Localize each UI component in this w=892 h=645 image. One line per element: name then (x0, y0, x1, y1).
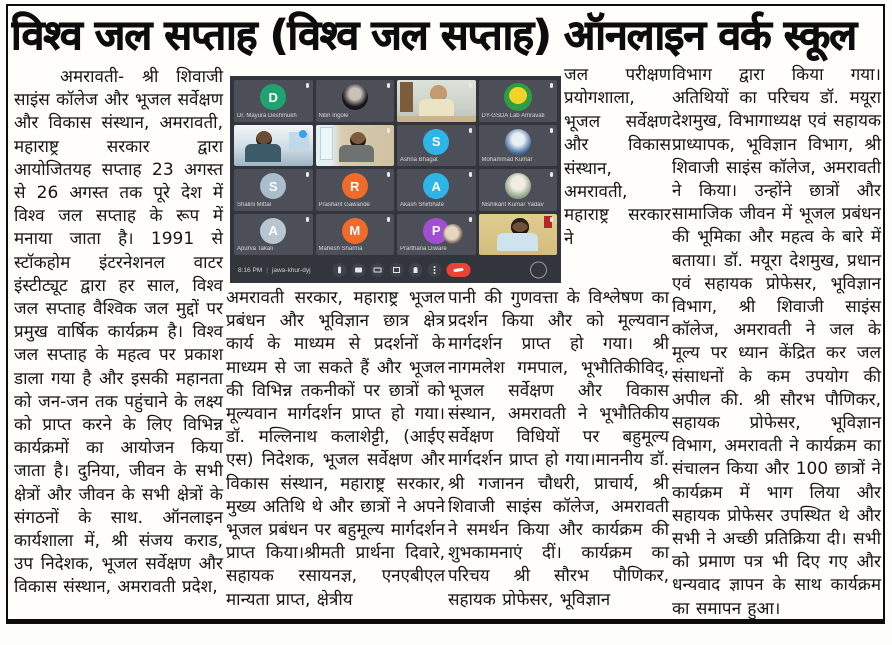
participant-name: Prashant Gawande (318, 201, 370, 208)
article-border-box (6, 4, 885, 624)
organization-logo (504, 83, 532, 111)
participant-tile (479, 169, 558, 211)
mic-status-icon (468, 217, 473, 224)
participant-name: Akash Shirbhate (400, 201, 445, 208)
meeting-time: 8:16 PM (238, 266, 263, 274)
participant-tile (397, 80, 476, 122)
participant-video-feed (316, 125, 395, 167)
participant-video-feed (479, 214, 558, 256)
participant-photo (443, 224, 463, 244)
participant-tile (234, 214, 313, 256)
participant-photo (505, 173, 531, 199)
raise-hand-icon (408, 263, 422, 277)
participant-tile (234, 125, 313, 167)
article-column-1: अमरावती- श्री शिवाजी साइंस कॉलेज और भूजल सर्वेक्षण और विकास संस्थान, अमरावती, महाराष्ट्र सरकार द्वारा आयोजितयह सप्ताह 23 अगस्त से 26 अगस्त तक पूरे देश में विश्व जल सप्ताह के रूप में मनाया जाता है। 1991 से स्टॉकहोम इंटरनेशनल वाटर इंस्टीट्यूट द्वारा हर साल, विश्व जल सप्ताह वैश्विक जल मुद्दों पर प्रमुख वार्षिक कार्यक्रम है। विश्व जल सप्ताह के महत्व पर प्रकाश डाला गया है और इसकी महानता को जन-जन तक पहुंचाने के लक्ष्य को प्राप्त करने के लिए विभिन्न कार्यक्रमों का आयोजन किया जाता है। दुनिया, जीवन के सभी क्षेत्रों और जीवन के सभी क्षेत्रों के संगठनों के साथ. ऑनलाइन कार्यशाला में, श्री संजय कराड, उप निदेशक, भूजल सर्वेक्षण और विकास संस्थान, अमरावती प्रदेश, (14, 67, 223, 598)
article-column-3-bottom: पानी की गुणवत्ता के विश्लेषण का प्रदर्शन किया और को मूल्यवान मार्गदर्शन प्राप्त हो गया। श्री नागमलेश गमपाल, भूभौतिकीविद्, भूजल सर्वेक्षण और विकास संस्थान, अमरावती ने भूभौतिकीय सर्वेक्षण विधियों पर बहुमूल्य मार्गदर्शन प्राप्त हो गया।माननीय डॉ. श्री गजानन चौधरी, प्राचार्य, श्री शिवाजी साइंस कॉलेज, अमरावती ने समर्थन किया और कार्यक्रम की शुभकामनाएं दीं। कार्यक्रम का परिचय श्री सौरभ पौणिकर, सहायक प्रोफेसर, भूविज्ञान (448, 288, 669, 610)
article-headline: विश्व जल सप्ताह (विश्व जल सप्ताह) ऑनलाइन वर्क स्कूल (11, 11, 857, 59)
participant-tile (234, 169, 313, 211)
meeting-controls (332, 263, 470, 277)
mic-status-icon (305, 172, 310, 179)
participant-tile (316, 80, 395, 122)
participant-name: Nitin Ingole (318, 112, 349, 119)
avatar-circle: A (260, 218, 286, 244)
participant-grid (230, 76, 561, 257)
participant-video-feed (397, 80, 476, 122)
avatar-circle: S (423, 129, 449, 155)
participant-name: Apurva Takali (237, 246, 273, 252)
participant-tile (397, 214, 476, 256)
participant-tile (234, 80, 313, 122)
mic-status-icon (305, 128, 310, 135)
participant-tile (479, 214, 558, 256)
participant-tile (316, 214, 395, 256)
participant-video-feed (234, 125, 313, 167)
leave-call-icon (446, 263, 470, 277)
participant-name: Shalini Mittal (237, 201, 272, 208)
avatar-circle: M (342, 218, 368, 244)
participant-name: Prarthana Diware (400, 246, 447, 252)
meeting-toolbar (230, 257, 561, 283)
participant-name: Nishikant Kumar Yadav (481, 201, 544, 208)
participant-name: Dr. Mayura Deshmukh (237, 112, 297, 119)
mic-status-icon (468, 128, 473, 135)
avatar-circle: D (260, 84, 286, 110)
participant-tile (397, 169, 476, 211)
participant-tile (316, 169, 395, 211)
more-icon (427, 263, 441, 277)
video-conference-image (230, 76, 561, 283)
mic-status-icon (549, 83, 554, 90)
article-column-3-top: जल परीक्षण प्रयोगशाला, भूजल सर्वेक्षण और विकास संस्थान, अमरावती, महाराष्ट्र सरकार ने (564, 65, 671, 249)
present-icon (389, 263, 403, 277)
participant-tile (397, 125, 476, 167)
meeting-code: jawa-khur-dyj (271, 266, 311, 274)
mic-status-icon (305, 83, 310, 90)
participant-photo (505, 129, 531, 155)
camera-icon (351, 263, 365, 277)
participant-tile (316, 125, 395, 167)
avatar-circle: R (342, 173, 368, 199)
mic-status-icon (549, 217, 554, 224)
participant-tile (479, 125, 558, 167)
mic-status-icon (468, 83, 473, 90)
host-controls-icon (530, 262, 547, 279)
mic-status-icon (468, 172, 473, 179)
participant-name: Mohammad Kumar (481, 157, 533, 163)
mic-status-icon (386, 217, 391, 224)
article-column-4: विभाग द्वारा किया गया। अतिथियों का परिचय डॉ. मयूरा देशमुख, विभागाध्यक्ष एवं सहायक प्राध्यापक, भूविज्ञान विभाग, श्री शिवाजी साइंस कॉलेज, अमरावती ने किया। उन्होंने छात्रों और सामाजिक जीवन में भूजल प्रबंधन की भूमिका और महत्व के बारे में बताया। डॉ. मयूरा देशमुख, प्रधान एवं सहायक प्रोफेसर, भूविज्ञान विभाग, श्री शिवाजी साइंस कॉलेज, अमरावती ने जल के मूल्य पर ध्यान केंद्रित कर जल संसाधनों के कम उपयोग की अपील की. श्री सौरभ पौणिकर, सहायक प्रोफेसर, भूविज्ञान विभाग, अमरावती ने कार्यक्रम का संचालन किया और 100 छात्रों ने कार्यक्रम में भाग लिया और सहायक प्रोफेसर उपस्थित थे और सभी ने अच्छी प्रतिक्रिया दी। सभी को प्रमाण पत्र भी दिए गए और धन्यवाद ज्ञापन के साथ कार्यक्रम का समापन हुआ। (672, 65, 881, 619)
mic-icon (332, 263, 346, 277)
mic-status-icon (549, 172, 554, 179)
toolbar-divider: | (266, 266, 268, 274)
mic-status-icon (549, 128, 554, 135)
mic-status-icon (386, 172, 391, 179)
captions-icon (370, 263, 384, 277)
participant-name: Ashna Bhagat (400, 157, 438, 163)
participant-tile (479, 80, 558, 122)
participant-name: DY-GSDA Lab Amravati (481, 112, 545, 119)
avatar-circle: S (260, 173, 286, 199)
participant-name: Mahesh Sharma (318, 246, 363, 252)
mic-status-icon (386, 83, 391, 90)
avatar-circle: A (423, 173, 449, 199)
article-column-2: अमरावती सरकार, महाराष्ट्र भूजल प्रबंधन और भूविज्ञान छात्र क्षेत्र कार्य के माध्यम से प्रदर्शनों के माध्यम से जा सकते हैं और भूजल की विभिन्न तकनीकों पर छात्रों को मूल्यवान मार्गदर्शन प्राप्त हो गया। डॉ. मल्लिनाथ कलाशेट्टी, (आईए एस) निदेशक, भूजल सर्वेक्षण और विकास संस्थान, महाराष्ट्र सरकार, मुख्य अतिथि थे और छात्रों ने अपने भूजल प्रबंधन पर बहुमूल्य मार्गदर्शन प्राप्त किया।श्रीमती प्रार्थना दिवारे, सहायक रसायनज्ञ, एनएबीएल मान्यता प्राप्त, क्षेत्रीय (226, 288, 445, 610)
participant-photo (342, 84, 368, 110)
avatar-circle: P (423, 218, 449, 244)
mic-status-icon (386, 128, 391, 135)
mic-status-icon (305, 217, 310, 224)
